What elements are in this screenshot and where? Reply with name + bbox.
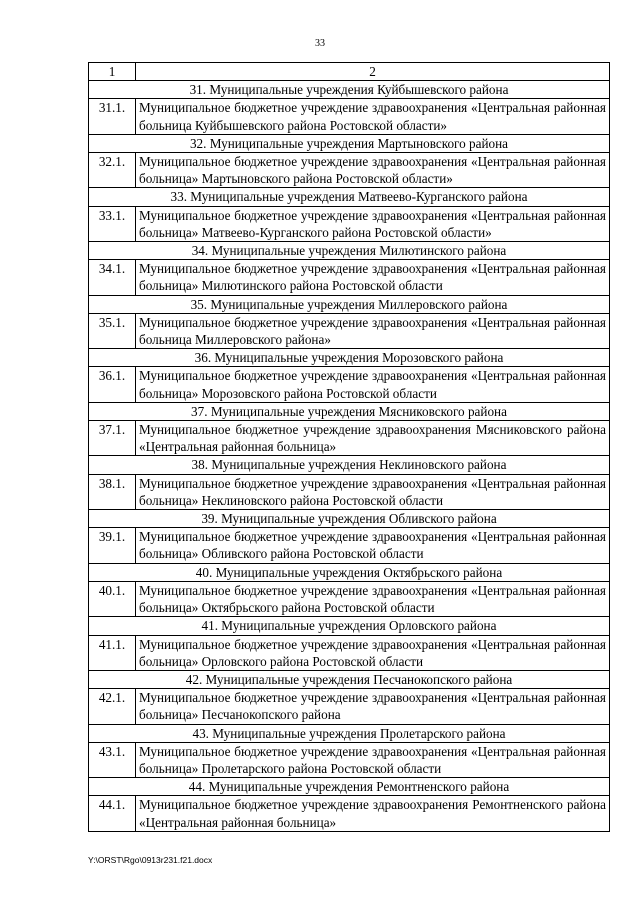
- institution-name: Муниципальное бюджетное учреждение здравоохранения «Центральная районная больница» Милютинского района Ростовской области: [136, 260, 610, 295]
- section-row: [89, 349, 610, 367]
- institution-row: [89, 206, 610, 241]
- section-row: [89, 456, 610, 474]
- section-title: 41. Муниципальные учреждения Орловского района: [89, 617, 610, 635]
- row-number: 36.1.: [89, 367, 136, 402]
- section-row: [89, 188, 610, 206]
- section-title: 38. Муниципальные учреждения Неклиновского района: [89, 456, 610, 474]
- row-number: 37.1.: [89, 421, 136, 456]
- institution-name: Муниципальное бюджетное учреждение здравоохранения «Центральная районная больница» Песчанокопского района: [136, 689, 610, 724]
- section-title: 31. Муниципальные учреждения Куйбышевского района: [89, 81, 610, 99]
- row-number: 34.1.: [89, 260, 136, 295]
- institution-row: [89, 153, 610, 188]
- column-header-2: 2: [136, 63, 610, 81]
- section-row: [89, 81, 610, 99]
- section-title: 37. Муниципальные учреждения Мясниковского района: [89, 402, 610, 420]
- section-title: 34. Муниципальные учреждения Милютинского района: [89, 242, 610, 260]
- institution-row: [89, 742, 610, 777]
- institution-row: [89, 260, 610, 295]
- section-row: [89, 724, 610, 742]
- institution-name: Муниципальное бюджетное учреждение здравоохранения «Центральная районная больница» Неклиновского района Ростовской области: [136, 474, 610, 509]
- institution-row: [89, 99, 610, 134]
- institution-row: [89, 796, 610, 831]
- row-number: 44.1.: [89, 796, 136, 831]
- institution-row: [89, 313, 610, 348]
- section-row: [89, 563, 610, 581]
- row-number: 42.1.: [89, 689, 136, 724]
- row-number: 32.1.: [89, 153, 136, 188]
- section-title: 39. Муниципальные учреждения Обливского района: [89, 510, 610, 528]
- row-number: 43.1.: [89, 742, 136, 777]
- institutions-table: [88, 62, 610, 832]
- section-title: 43. Муниципальные учреждения Пролетарского района: [89, 724, 610, 742]
- section-row: [89, 402, 610, 420]
- file-path-footer: Y:\ORST\Rgo\0913r231.f21.docx: [88, 855, 213, 865]
- institution-name: Муниципальное бюджетное учреждение здравоохранения «Центральная районная больница Миллеровского района»: [136, 313, 610, 348]
- section-row: [89, 510, 610, 528]
- institution-name: Муниципальное бюджетное учреждение здравоохранения Мясниковского района «Центральная районная больница»: [136, 421, 610, 456]
- section-row: [89, 242, 610, 260]
- institution-name: Муниципальное бюджетное учреждение здравоохранения «Центральная районная больница Куйбышевского района Ростовской области»: [136, 99, 610, 134]
- institution-row: [89, 581, 610, 616]
- row-number: 33.1.: [89, 206, 136, 241]
- institution-name: Муниципальное бюджетное учреждение здравоохранения «Центральная районная больница» Матвеево-Курганского района Ростовской области»: [136, 206, 610, 241]
- header-row: [89, 63, 610, 81]
- institution-name: Муниципальное бюджетное учреждение здравоохранения «Центральная районная больница» Мартыновского района Ростовской области»: [136, 153, 610, 188]
- table-body: [89, 63, 610, 832]
- row-number: 40.1.: [89, 581, 136, 616]
- institution-name: Муниципальное бюджетное учреждение здравоохранения Ремонтненского района «Центральная районная больница»: [136, 796, 610, 831]
- section-title: 35. Муниципальные учреждения Миллеровского района: [89, 295, 610, 313]
- section-title: 40. Муниципальные учреждения Октябрьского района: [89, 563, 610, 581]
- institution-row: [89, 689, 610, 724]
- section-title: 44. Муниципальные учреждения Ремонтненского района: [89, 778, 610, 796]
- row-number: 31.1.: [89, 99, 136, 134]
- section-title: 33. Муниципальные учреждения Матвеево-Курганского района: [89, 188, 610, 206]
- section-title: 36. Муниципальные учреждения Морозовского района: [89, 349, 610, 367]
- section-row: [89, 134, 610, 152]
- institution-name: Муниципальное бюджетное учреждение здравоохранения «Центральная районная больница» Обливского района Ростовской области: [136, 528, 610, 563]
- institution-row: [89, 367, 610, 402]
- section-row: [89, 778, 610, 796]
- institution-row: [89, 635, 610, 670]
- row-number: 38.1.: [89, 474, 136, 509]
- institution-row: [89, 421, 610, 456]
- section-row: [89, 670, 610, 688]
- institution-name: Муниципальное бюджетное учреждение здравоохранения «Центральная районная больница» Морозовского района Ростовской области: [136, 367, 610, 402]
- column-header-1: 1: [89, 63, 136, 81]
- row-number: 41.1.: [89, 635, 136, 670]
- section-row: [89, 295, 610, 313]
- institution-name: Муниципальное бюджетное учреждение здравоохранения «Центральная районная больница» Орловского района Ростовской области: [136, 635, 610, 670]
- institution-row: [89, 474, 610, 509]
- row-number: 39.1.: [89, 528, 136, 563]
- section-row: [89, 617, 610, 635]
- page-number: 33: [315, 38, 325, 49]
- section-title: 42. Муниципальные учреждения Песчанокопского района: [89, 670, 610, 688]
- institution-row: [89, 528, 610, 563]
- institution-name: Муниципальное бюджетное учреждение здравоохранения «Центральная районная больница» Пролетарского района Ростовской области: [136, 742, 610, 777]
- section-title: 32. Муниципальные учреждения Мартыновского района: [89, 134, 610, 152]
- institution-name: Муниципальное бюджетное учреждение здравоохранения «Центральная районная больница» Октябрьского района Ростовской области: [136, 581, 610, 616]
- row-number: 35.1.: [89, 313, 136, 348]
